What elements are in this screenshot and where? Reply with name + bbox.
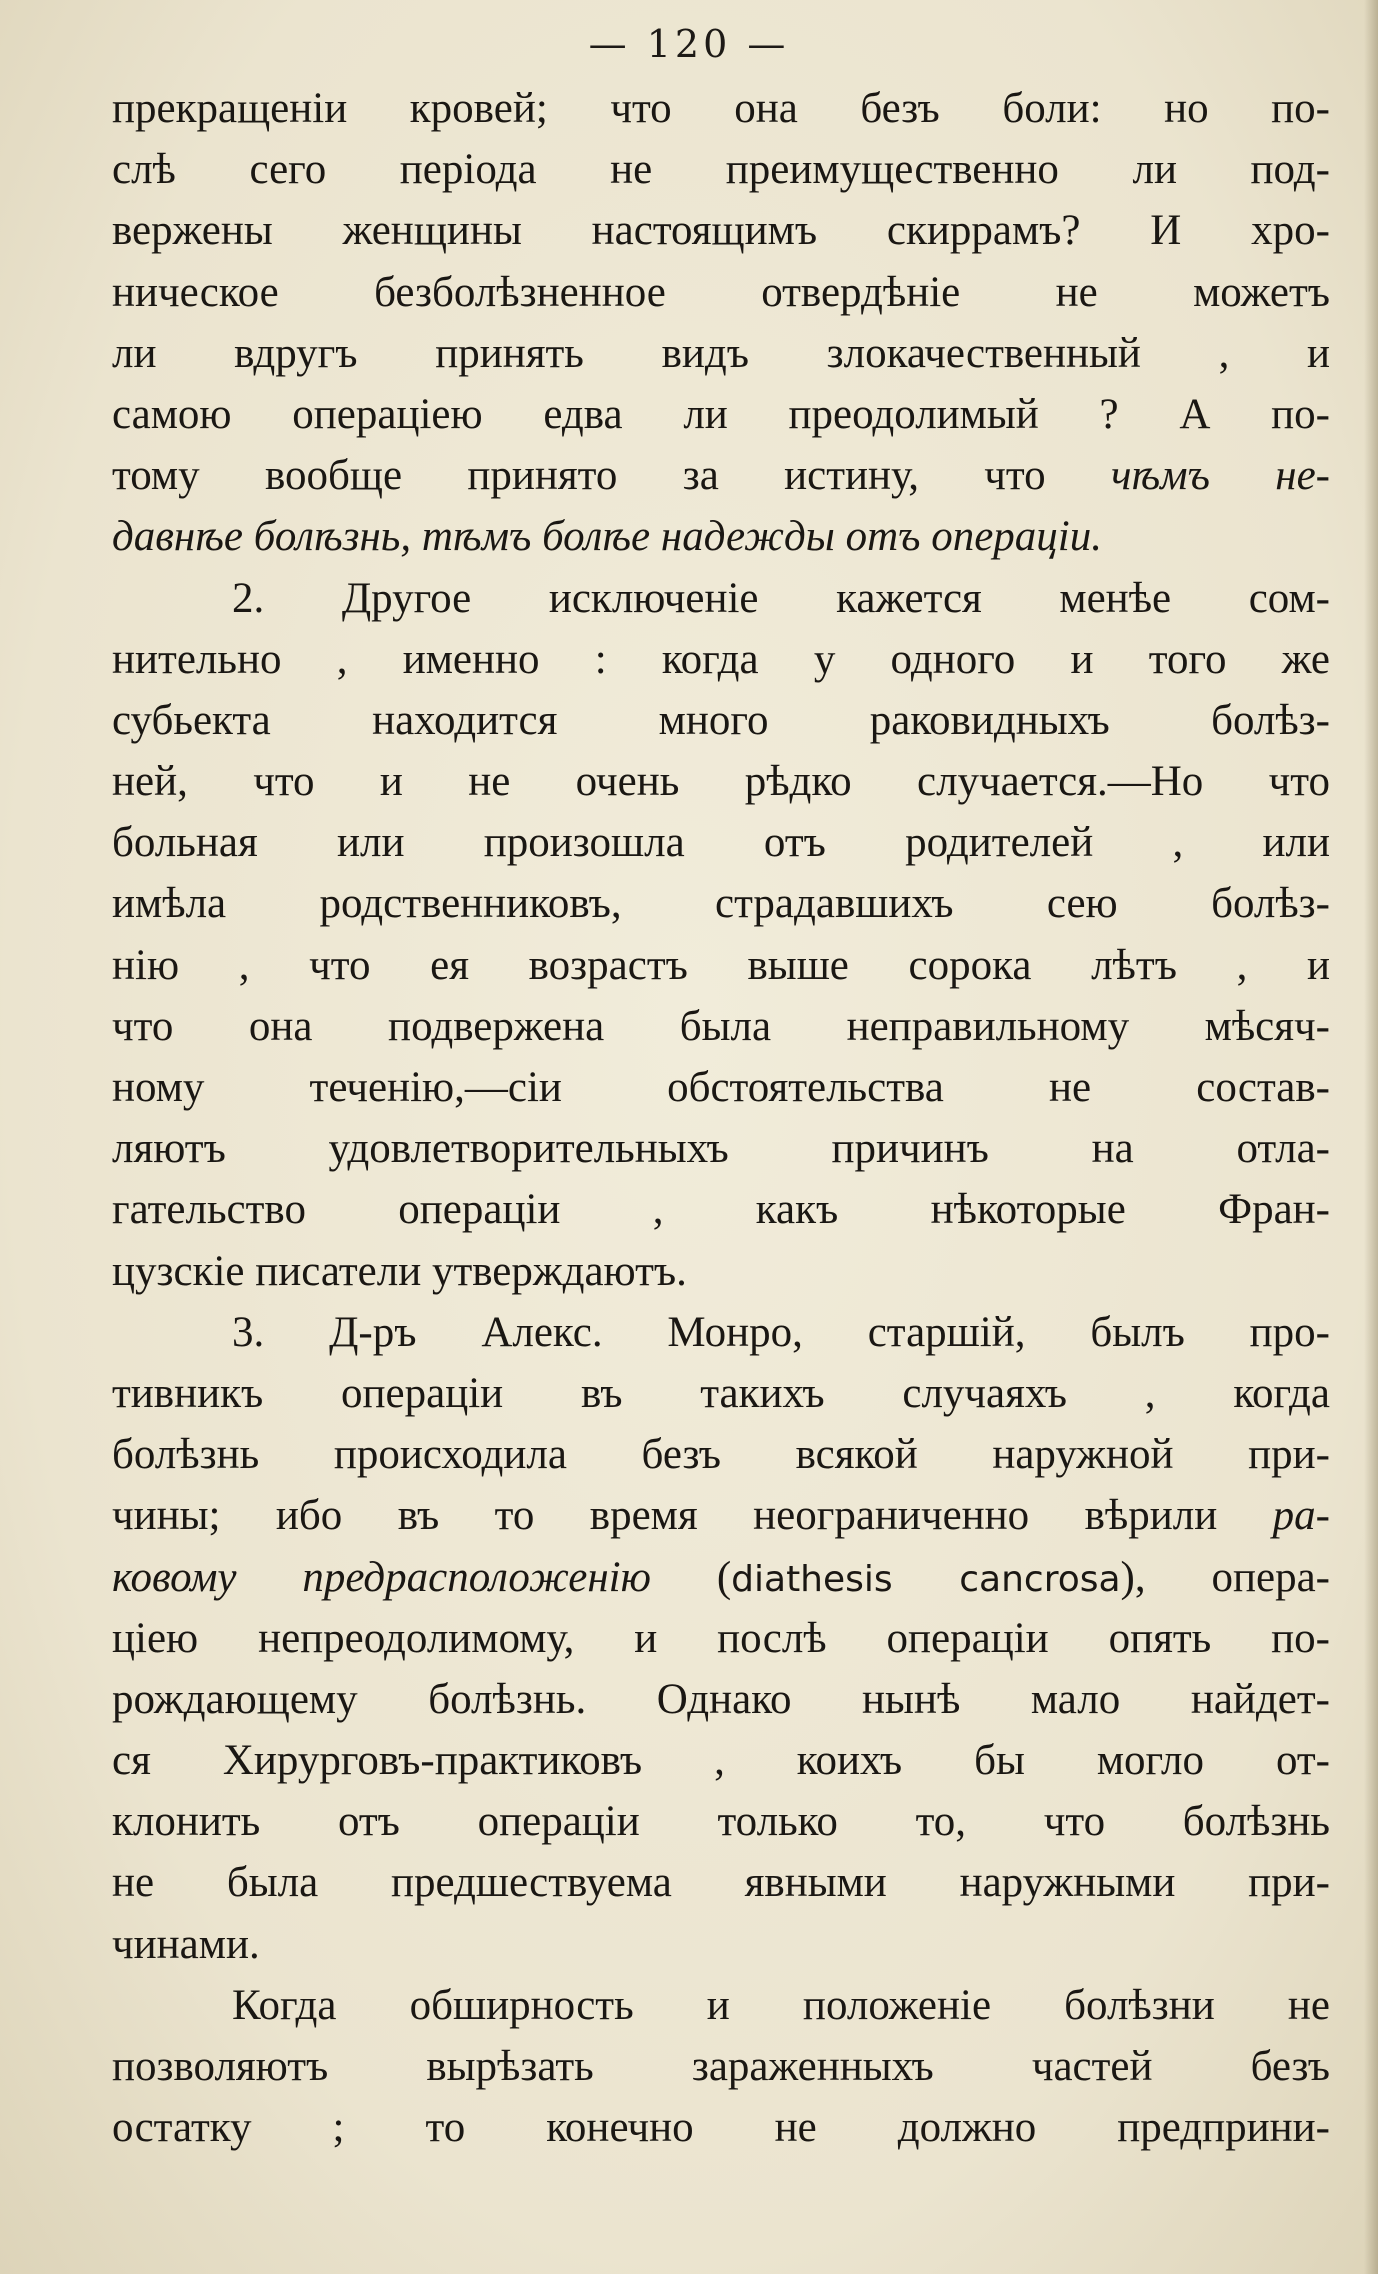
text-line xyxy=(112,2036,1330,2097)
italic-text: ковому предрасположенію xyxy=(112,1553,651,1601)
text-segment: ляютъ удовлетворительныхъ причинъ на отла- xyxy=(112,1125,1330,1173)
text-segment: тивникъ операціи въ такихъ случаяхъ , когда xyxy=(112,1369,1330,1417)
text-segment: ся Хирурговъ-практиковъ , коихъ бы могло от- xyxy=(112,1737,1330,1785)
text-segment: ), опера- xyxy=(1120,1553,1330,1601)
text-line xyxy=(112,445,1330,506)
text-line xyxy=(112,1791,1330,1852)
text-line xyxy=(112,139,1330,200)
text-segment: остатку ; то конечно не должно предприни- xyxy=(112,2104,1330,2152)
text-line xyxy=(112,629,1330,690)
text-segment: нительно , именно : когда у одного и того же xyxy=(112,635,1330,683)
text-segment: ціею непреодолимому, и послѣ операціи опять по- xyxy=(112,1614,1330,1662)
text-segment: больная или произошла отъ родителей , или xyxy=(112,819,1330,867)
text-segment: ническое безболѣзненное отвердѣніе не можетъ xyxy=(112,268,1330,316)
text-segment: что она подвержена была неправильному мѣсяч- xyxy=(112,1002,1330,1050)
text-line xyxy=(112,690,1330,751)
text-segment: болѣзнь происходила безъ всякой наружной при- xyxy=(112,1431,1330,1479)
text-line xyxy=(112,1730,1330,1791)
text-line xyxy=(112,1241,1330,1302)
text-line xyxy=(112,506,1330,567)
text-segment: самою операціею едва ли преодолимый ? А по- xyxy=(112,390,1330,438)
text-line xyxy=(112,1852,1330,1913)
text-segment: вержены женщины настоящимъ скиррамъ? И хро- xyxy=(112,207,1330,255)
text-line xyxy=(112,568,1330,629)
text-line xyxy=(112,384,1330,445)
text-line xyxy=(112,996,1330,1057)
text-segment: рождающему болѣзнь. Однако нынѣ мало найдет- xyxy=(112,1675,1330,1723)
text-line xyxy=(112,1669,1330,1730)
text-line xyxy=(112,1424,1330,1485)
text-line xyxy=(112,262,1330,323)
text-segment: 3. Д-ръ Алекс. Монро, старшій, былъ про- xyxy=(232,1308,1330,1356)
text-segment: клонить отъ операціи только то, что болѣзнь xyxy=(112,1798,1330,1846)
text-segment: Когда обширность и положеніе болѣзни не xyxy=(232,1981,1330,2029)
text-line xyxy=(112,935,1330,996)
text-segment: тому вообще принято за истину, что xyxy=(112,452,1111,500)
text-line xyxy=(112,812,1330,873)
text-line xyxy=(112,1914,1330,1975)
text-line xyxy=(112,1057,1330,1118)
page-edge-shadow xyxy=(1364,0,1378,2274)
text-segment: гательство операціи , какъ нѣкоторые Фран- xyxy=(112,1186,1330,1234)
text-segment: цузскіе писатели утверждаютъ. xyxy=(112,1247,687,1295)
text-segment: позволяютъ вырѣзать зараженныхъ частей безъ xyxy=(112,2043,1330,2090)
text-segment: имѣла родственниковъ, страдавшихъ сею болѣз- xyxy=(112,880,1330,928)
text-segment: ли вдругъ принять видъ злокачественный , и xyxy=(112,329,1330,377)
text-line xyxy=(112,1547,1330,1608)
text-line xyxy=(112,1975,1330,2036)
text-segment: ному теченію,—сіи обстоятельства не состав- xyxy=(112,1064,1330,1111)
text-segment: не была предшествуема явными наружными при- xyxy=(112,1859,1330,1907)
text-line xyxy=(112,751,1330,812)
text-line xyxy=(112,873,1330,934)
text-line xyxy=(112,1118,1330,1179)
italic-text: чѣмъ не- xyxy=(1110,452,1330,500)
text-segment: ней, что и не очень рѣдко случается.—Но что xyxy=(112,758,1330,806)
text-line xyxy=(112,200,1330,261)
italic-text: давнѣе болѣзнь, тѣмъ болѣе надежды отъ операціи. xyxy=(112,513,1103,561)
text-line xyxy=(112,78,1330,139)
text-segment: чинами. xyxy=(112,1920,260,1968)
text-segment: прекращеніи кровей; что она безъ боли: но по- xyxy=(112,85,1330,132)
text-line xyxy=(112,1485,1330,1546)
text-segment: 2. Другое исключеніе кажется менѣе сом- xyxy=(232,574,1330,622)
latin-term: diathesis cancrosa xyxy=(731,1558,1121,1600)
body-text xyxy=(112,78,1330,2158)
text-segment: чины; ибо въ то время неограниченно вѣрили xyxy=(112,1492,1273,1540)
text-line xyxy=(112,1179,1330,1240)
text-line xyxy=(112,323,1330,384)
text-segment: нію , что ея возрастъ выше сорока лѣтъ , и xyxy=(112,941,1330,989)
text-line xyxy=(112,2097,1330,2158)
text-line xyxy=(112,1302,1330,1363)
text-line xyxy=(112,1608,1330,1669)
text-segment: слѣ сего періода не преимущественно ли под- xyxy=(112,146,1330,194)
text-segment: субьекта находится много раковидныхъ болѣз- xyxy=(112,696,1330,744)
page-number: — 120 — xyxy=(588,22,790,66)
italic-text: ра- xyxy=(1272,1492,1330,1540)
text-segment: ( xyxy=(650,1553,732,1601)
text-line xyxy=(112,1363,1330,1424)
